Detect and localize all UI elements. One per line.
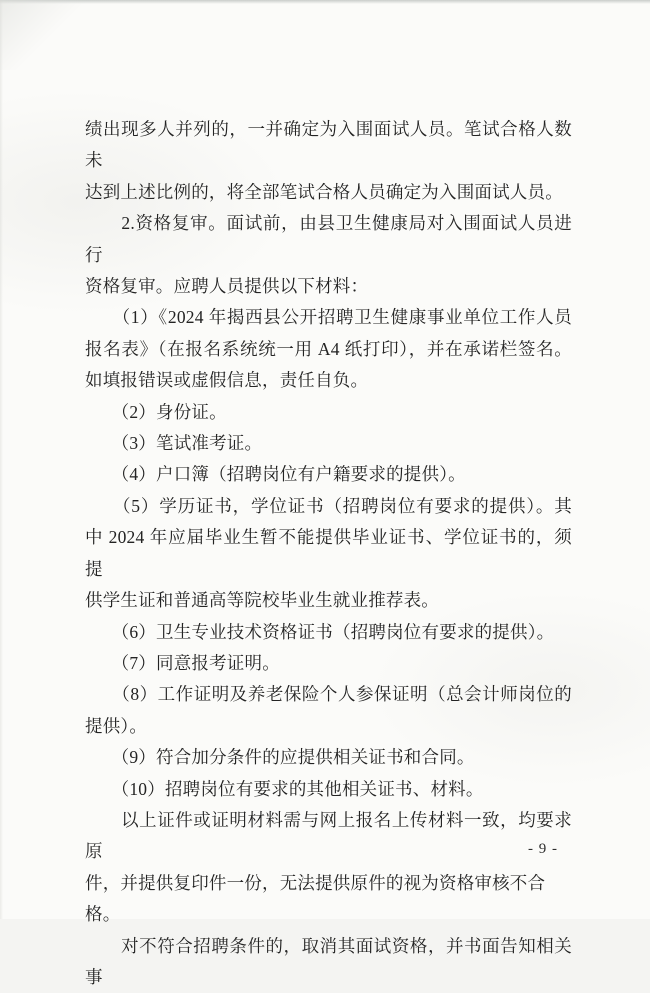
text-line: （6）卫生专业技术资格证书（招聘岗位有要求的提供）。 [85, 621, 555, 642]
scan-corner-artifact [0, 0, 90, 70]
text-line: （9）符合加分条件的应提供相关证书和合同。 [85, 747, 475, 768]
text-line: 供学生证和普通高等院校毕业生就业推荐表。 [85, 590, 439, 611]
text-line: 提供）。 [85, 715, 148, 736]
scan-edge-top [0, 0, 650, 4]
text-line: 以上证件或证明材料需与网上报名上传材料一致，均要求原 [85, 809, 572, 862]
scan-edge-left [0, 0, 3, 919]
page-number: - 9 - [528, 841, 558, 857]
text-line: （8）工作证明及养老保险个人参保证明（总会计师岗位的 [85, 684, 572, 705]
text-line: （1）《2024 年揭西县公开招聘卫生健康事业单位工作人员 [85, 307, 572, 328]
page-content [85, 114, 572, 993]
text-line: 达到上述比例的，将全部笔试合格人员确定为入围面试人员。 [85, 181, 563, 202]
text-line: 报名表》（在报名系统统一用 A4 纸打印），并在承诺栏签名。 [85, 338, 572, 359]
text-line: （2）身份证。 [85, 401, 227, 422]
text-line: 件，并提供复印件一份，无法提供原件的视为资格审核不合格。 [85, 872, 546, 925]
text-line: （7）同意报考证明。 [85, 652, 280, 673]
text-line: 资格复审。应聘人员提供以下材料： [85, 276, 369, 297]
text-line: （5）学历证书，学位证书（招聘岗位有要求的提供）。其 [85, 495, 572, 516]
text-line: （4）户口簿（招聘岗位有户籍要求的提供）。 [85, 464, 466, 485]
text-line: （3）笔试准考证。 [85, 433, 263, 454]
text-line: （10）招聘岗位有要求的其他相关证书、材料。 [85, 778, 484, 799]
text-line: 如填报错误或虚假信息，责任自负。 [85, 370, 369, 391]
text-line: 对不符合招聘条件的，取消其面试资格，并书面告知相关事 [85, 935, 572, 987]
text-line: 绩出现多人并列的，一并确定为入围面试人员。笔试合格人数未 [85, 119, 572, 171]
text-line: 2.资格复审。面试前，由县卫生健康局对入围面试人员进行 [85, 213, 572, 265]
text-line: 中 2024 年应届毕业生暂不能提供毕业证书、学位证书的，须提 [85, 527, 572, 579]
